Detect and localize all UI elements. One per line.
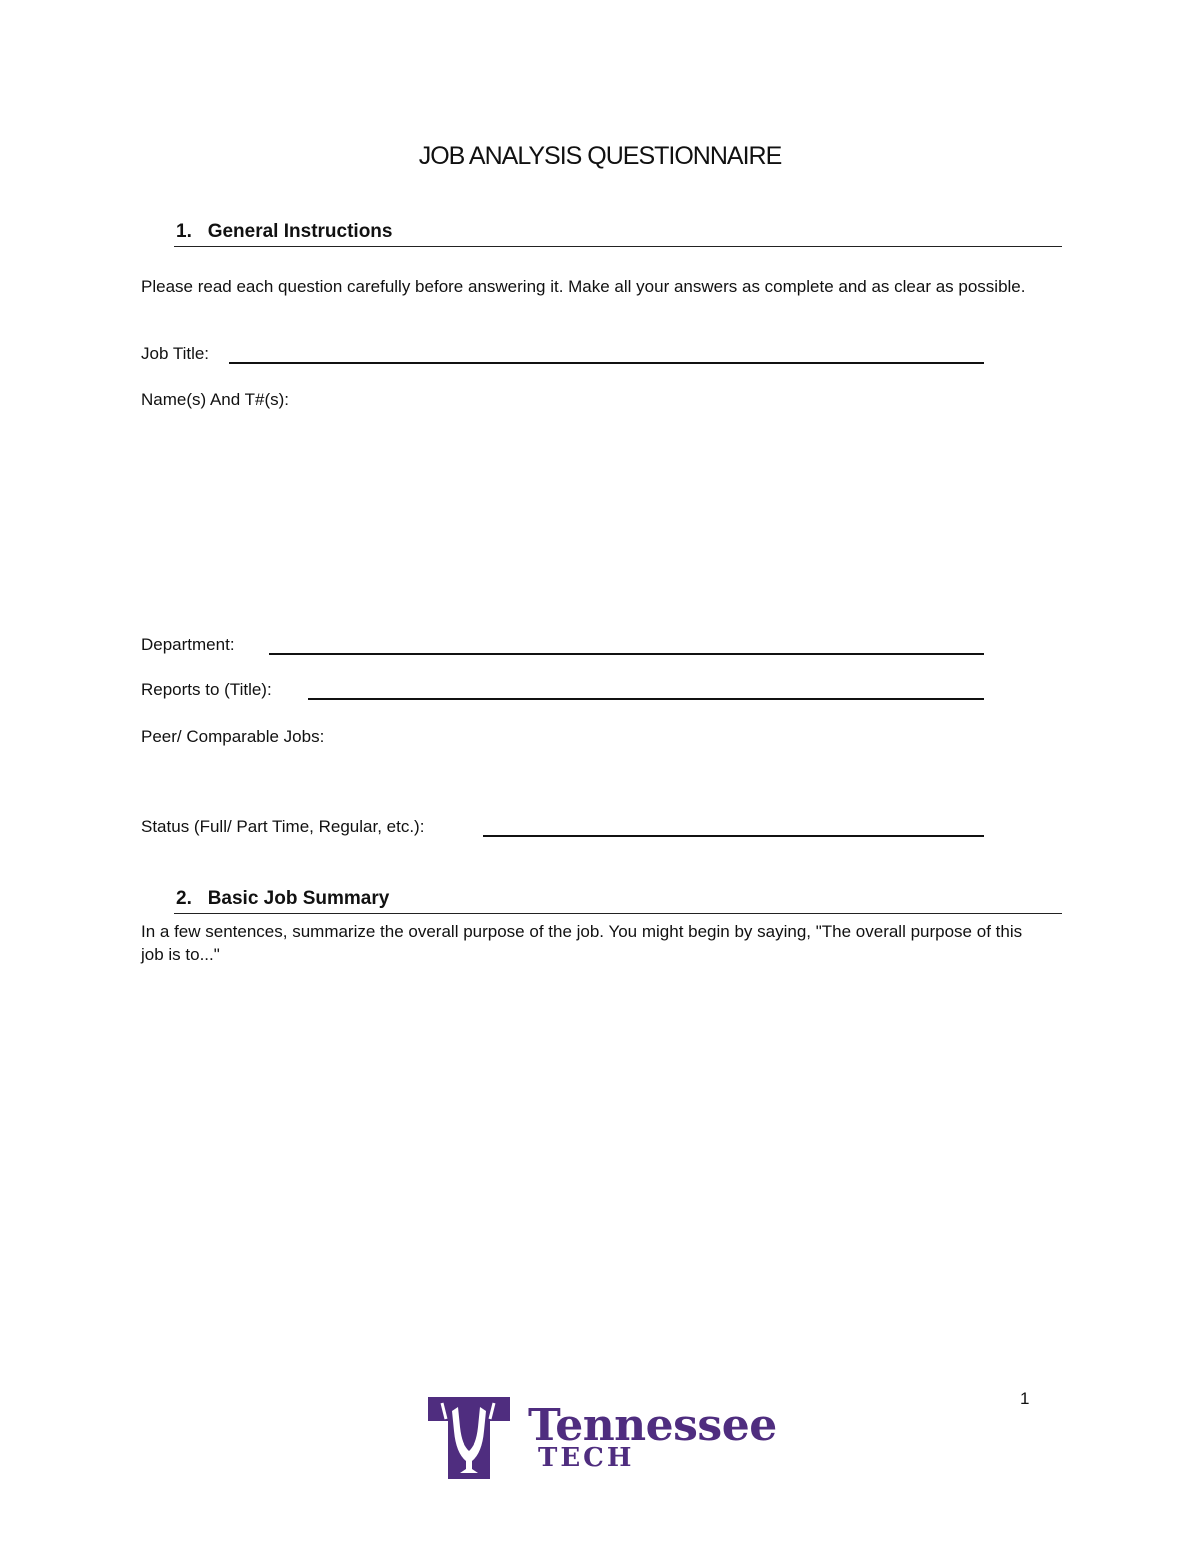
logo-name: Tennessee bbox=[528, 1400, 777, 1451]
status-label: Status (Full/ Part Time, Regular, etc.): bbox=[141, 817, 425, 836]
general-instructions-text: Please read each question carefully before answering it. Make all your answers as complete and as clear as possible. bbox=[141, 277, 1026, 296]
section-2-heading bbox=[176, 888, 389, 910]
section-2-number: 2. bbox=[176, 888, 192, 909]
section-1-title: General Instructions bbox=[207, 221, 393, 242]
job-title-label: Job Title: bbox=[141, 344, 210, 363]
status-line[interactable] bbox=[483, 835, 984, 837]
section-2-rule bbox=[174, 913, 1062, 914]
department-label: Department: bbox=[141, 635, 235, 654]
department-line[interactable] bbox=[269, 653, 984, 655]
job-summary-text: In a few sentences, summarize the overall purpose of the job. You might begin by saying, "The overall purpose of this job is to..." bbox=[141, 922, 1023, 964]
logo-sub: TECH bbox=[538, 1443, 635, 1473]
section-1-rule bbox=[174, 246, 1062, 247]
section-1-heading bbox=[176, 221, 392, 243]
peer-jobs-label: Peer/ Comparable Jobs: bbox=[141, 727, 325, 746]
job-title-line[interactable] bbox=[229, 362, 984, 364]
page-number: 1 bbox=[1020, 1389, 1030, 1408]
reports-to-label: Reports to (Title): bbox=[141, 680, 272, 699]
document-title: JOB ANALYSIS QUESTIONNAIRE bbox=[418, 142, 782, 170]
section-1-number: 1. bbox=[176, 221, 192, 242]
tennessee-tech-eagle-t-icon bbox=[428, 1397, 510, 1479]
reports-to-line[interactable] bbox=[308, 698, 984, 700]
section-2-title: Basic Job Summary bbox=[207, 888, 390, 909]
names-label: Name(s) And T#(s): bbox=[141, 390, 290, 409]
